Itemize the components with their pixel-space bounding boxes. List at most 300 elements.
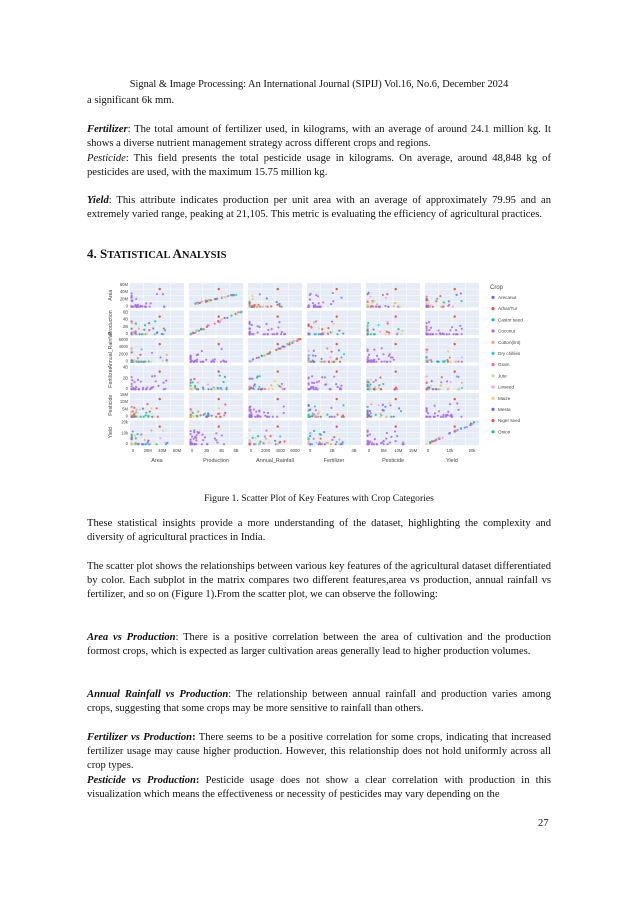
data-point xyxy=(145,411,147,413)
data-point xyxy=(257,435,259,437)
data-point xyxy=(207,324,209,326)
paragraph-insights: These statistical insights provide a more understanding of the dataset, highlighting the complexity and diversity of agricultural practices in India. xyxy=(87,518,551,544)
data-point xyxy=(286,344,288,346)
data-point xyxy=(159,356,161,358)
data-point xyxy=(263,411,265,413)
data-point xyxy=(370,359,372,361)
data-point xyxy=(325,383,327,385)
data-point xyxy=(220,387,222,389)
pesticide-production-paragraph xyxy=(87,774,551,802)
data-point xyxy=(197,432,199,434)
data-point xyxy=(326,414,328,416)
data-point xyxy=(166,359,168,361)
paragraph-continuation: a significant 6k mm. xyxy=(87,95,175,106)
data-point xyxy=(370,295,372,297)
data-point xyxy=(203,328,205,330)
y-tick-label: 2B xyxy=(122,323,128,329)
data-point xyxy=(309,409,311,411)
area-production-paragraph xyxy=(87,631,551,659)
data-point xyxy=(367,379,369,381)
data-point xyxy=(369,387,371,389)
data-point xyxy=(369,433,371,435)
legend-marker xyxy=(491,430,494,433)
data-point xyxy=(277,288,279,290)
data-point xyxy=(327,332,329,334)
data-point xyxy=(309,432,311,434)
data-point xyxy=(442,416,444,418)
data-point xyxy=(449,356,451,358)
data-point xyxy=(131,415,133,417)
data-point xyxy=(389,442,391,444)
data-point xyxy=(254,437,256,439)
data-point xyxy=(389,360,391,362)
data-point xyxy=(159,370,161,372)
data-point xyxy=(141,348,143,350)
data-point xyxy=(384,406,386,408)
data-point xyxy=(283,440,285,442)
data-point xyxy=(393,305,395,307)
data-point xyxy=(196,415,198,417)
pesticide-paragraph xyxy=(87,152,551,180)
data-point xyxy=(284,333,286,335)
data-point xyxy=(256,357,258,359)
data-point xyxy=(253,306,255,308)
data-point xyxy=(367,358,369,360)
data-point xyxy=(215,439,217,441)
data-point xyxy=(270,384,272,386)
data-point xyxy=(277,315,279,317)
data-point xyxy=(131,306,133,308)
data-point xyxy=(266,416,268,418)
legend-marker xyxy=(491,385,494,388)
data-point xyxy=(251,295,253,297)
data-point xyxy=(339,387,341,389)
data-point xyxy=(466,426,468,428)
data-point xyxy=(448,433,450,435)
y-tick-label: 2B xyxy=(122,375,128,381)
data-point xyxy=(140,433,142,435)
x-tick-label: 0 xyxy=(426,448,430,453)
data-point xyxy=(428,359,430,361)
legend-marker xyxy=(491,318,494,321)
data-point xyxy=(388,402,390,404)
data-point xyxy=(308,388,310,390)
data-point xyxy=(218,407,220,409)
y-tick-label: 6B xyxy=(122,309,128,315)
x-tick-label: 0 xyxy=(367,448,371,453)
data-point xyxy=(336,370,338,372)
data-point xyxy=(323,331,325,333)
data-point xyxy=(367,388,369,390)
data-point xyxy=(193,416,195,418)
fertilizer-text: : The total amount of fertilizer used, in kilograms, with an average of around 24.1 million kg. It shows a diverse nutrient management strategy across different crops and regions. xyxy=(87,124,551,150)
x-tick-label: 4000 xyxy=(275,448,285,453)
data-point xyxy=(265,429,267,431)
data-point xyxy=(223,414,225,416)
legend-marker xyxy=(491,363,494,366)
data-point xyxy=(455,329,457,331)
data-point xyxy=(318,380,320,382)
data-point xyxy=(471,423,473,425)
data-point xyxy=(249,322,251,324)
fertilizer-production-paragraph xyxy=(87,731,551,774)
data-point xyxy=(443,301,445,303)
data-point xyxy=(224,412,226,414)
data-point xyxy=(267,329,269,331)
data-point xyxy=(290,341,292,343)
data-point xyxy=(215,298,217,300)
x-tick-label: 4B xyxy=(218,448,224,453)
data-point xyxy=(385,438,387,440)
data-point xyxy=(190,355,192,357)
data-point xyxy=(143,361,145,363)
data-point xyxy=(145,306,147,308)
data-point xyxy=(131,322,133,324)
legend-marker xyxy=(491,352,494,355)
data-point xyxy=(146,333,148,335)
page-number: 27 xyxy=(538,818,549,829)
data-point xyxy=(367,292,369,294)
data-point xyxy=(394,302,396,304)
data-point xyxy=(260,306,262,308)
data-point xyxy=(443,361,445,363)
data-point xyxy=(426,375,428,377)
legend-marker xyxy=(491,408,494,411)
data-point xyxy=(321,332,323,334)
data-point xyxy=(256,377,258,379)
data-point xyxy=(279,305,281,307)
data-point xyxy=(281,331,283,333)
data-point xyxy=(135,411,137,413)
data-point xyxy=(395,425,397,427)
data-point xyxy=(276,301,278,303)
data-point xyxy=(324,376,326,378)
data-point xyxy=(382,353,384,355)
data-point xyxy=(272,388,274,390)
data-point xyxy=(454,315,456,317)
data-point xyxy=(140,361,142,363)
data-point xyxy=(249,406,251,408)
data-point xyxy=(335,443,337,445)
y-tick-label: 2000 xyxy=(118,351,128,357)
data-point xyxy=(436,361,438,363)
data-point xyxy=(460,300,462,302)
data-point xyxy=(163,328,165,330)
data-point xyxy=(249,360,251,362)
legend-marker xyxy=(491,419,494,422)
data-point xyxy=(464,427,466,429)
data-point xyxy=(249,331,251,333)
data-point xyxy=(308,357,310,359)
column-label: Yield xyxy=(446,458,458,464)
data-point xyxy=(400,410,402,412)
data-point xyxy=(269,435,271,437)
data-point xyxy=(308,437,310,439)
data-point xyxy=(336,315,338,317)
data-point xyxy=(440,381,442,383)
data-point xyxy=(292,340,294,342)
data-point xyxy=(382,404,384,406)
x-tick-label: 2B xyxy=(204,448,210,453)
data-point xyxy=(336,288,338,290)
data-point xyxy=(367,381,369,383)
data-point xyxy=(249,328,251,330)
data-point xyxy=(426,295,428,297)
data-point xyxy=(369,410,371,412)
data-point xyxy=(190,379,192,381)
data-point xyxy=(426,322,428,324)
data-point xyxy=(196,359,198,361)
data-point xyxy=(395,440,397,442)
y-tick-label: 40M xyxy=(119,289,128,295)
y-tick-label: 0 xyxy=(125,331,128,336)
data-point xyxy=(155,443,157,445)
data-point xyxy=(163,306,165,308)
data-point xyxy=(148,322,150,324)
data-point xyxy=(139,408,141,410)
data-point xyxy=(439,295,441,297)
data-point xyxy=(256,304,258,306)
data-point xyxy=(277,326,279,328)
data-point xyxy=(215,416,217,418)
data-point xyxy=(426,358,428,360)
data-point xyxy=(151,375,153,377)
data-point xyxy=(204,436,206,438)
data-point xyxy=(152,327,154,329)
data-point xyxy=(134,332,136,334)
data-point xyxy=(156,407,158,409)
data-point xyxy=(320,443,322,445)
data-point xyxy=(375,388,377,390)
data-point xyxy=(384,305,386,307)
fertilizer-production-term: Fertilizer vs Production xyxy=(87,732,193,743)
data-point xyxy=(383,409,385,411)
data-point xyxy=(190,385,192,387)
x-tick-label: 2B xyxy=(329,448,335,453)
data-point xyxy=(267,333,269,335)
data-point xyxy=(330,443,332,445)
data-point xyxy=(157,416,159,418)
area-production-text: : There is a positive correlation between the area of cultivation and the production formost crops, which is expected as larger cultivation areas generally lead to higher production volumes. xyxy=(87,632,551,658)
data-point xyxy=(151,416,153,418)
data-point xyxy=(262,333,264,335)
data-point xyxy=(428,386,430,388)
data-point xyxy=(454,398,456,400)
legend-marker xyxy=(491,307,494,310)
data-point xyxy=(446,359,448,361)
data-point xyxy=(275,349,277,351)
data-point xyxy=(367,306,369,308)
data-point xyxy=(258,356,260,358)
data-point xyxy=(386,416,388,418)
data-point xyxy=(190,442,192,444)
data-point xyxy=(141,333,143,335)
pesticide-production-colon: : xyxy=(195,775,200,786)
data-point xyxy=(440,384,442,386)
data-point xyxy=(205,359,207,361)
data-point xyxy=(138,327,140,329)
data-point xyxy=(476,421,478,423)
data-point xyxy=(431,440,433,442)
data-point xyxy=(372,306,374,308)
data-point xyxy=(210,299,212,301)
data-point xyxy=(279,435,281,437)
data-point xyxy=(131,350,133,352)
data-point xyxy=(324,361,326,363)
data-point xyxy=(460,416,462,418)
row-label: Annual_Rainfall xyxy=(108,332,114,369)
data-point xyxy=(342,332,344,334)
data-point xyxy=(426,298,428,300)
data-point xyxy=(333,375,335,377)
data-point xyxy=(131,296,133,298)
data-point xyxy=(332,292,334,294)
y-tick-label: 0 xyxy=(125,441,128,446)
data-point xyxy=(194,436,196,438)
data-point xyxy=(454,425,456,427)
data-point xyxy=(371,442,373,444)
row-label: Fertilizer xyxy=(108,367,114,388)
data-point xyxy=(133,407,135,409)
data-point xyxy=(321,328,323,330)
data-point xyxy=(283,412,285,414)
data-point xyxy=(367,435,369,437)
data-point xyxy=(217,387,219,389)
data-point xyxy=(281,346,283,348)
y-tick-label: 10k xyxy=(121,430,128,436)
data-point xyxy=(221,318,223,320)
data-point xyxy=(315,333,317,335)
data-point xyxy=(146,403,148,405)
data-point xyxy=(370,333,372,335)
data-point xyxy=(159,425,161,427)
data-point xyxy=(162,382,164,384)
data-point xyxy=(190,408,192,410)
data-point xyxy=(249,408,251,410)
data-point xyxy=(318,302,320,304)
y-tick-label: 20k xyxy=(121,419,128,425)
y-tick-label: 15M xyxy=(119,392,128,397)
data-point xyxy=(442,414,444,416)
data-point xyxy=(214,358,216,360)
data-point xyxy=(259,441,261,443)
data-point xyxy=(145,414,147,416)
data-point xyxy=(155,333,157,335)
data-point xyxy=(222,359,224,361)
column-label: Annual_Rainfall xyxy=(256,458,294,464)
data-point xyxy=(159,437,161,439)
data-point xyxy=(277,425,279,427)
data-point xyxy=(315,442,317,444)
data-point xyxy=(315,409,317,411)
row-label: Yield xyxy=(108,427,114,439)
data-point xyxy=(221,296,223,298)
data-point xyxy=(230,315,232,317)
data-point xyxy=(402,330,404,332)
data-point xyxy=(340,443,342,445)
data-point xyxy=(308,416,310,418)
y-tick-label: 4000 xyxy=(118,344,128,350)
data-point xyxy=(218,398,220,400)
data-point xyxy=(315,294,317,296)
data-point xyxy=(426,356,428,358)
data-point xyxy=(434,405,436,407)
data-point xyxy=(314,416,316,418)
data-point xyxy=(439,332,441,334)
data-point xyxy=(430,327,432,329)
data-point xyxy=(193,361,195,363)
data-point xyxy=(278,348,280,350)
data-point xyxy=(200,361,202,363)
data-point xyxy=(367,356,369,358)
data-point xyxy=(166,354,168,356)
section-number: 4. xyxy=(87,246,100,261)
data-point xyxy=(268,441,270,443)
data-point xyxy=(381,347,383,349)
data-point xyxy=(395,315,397,317)
data-point xyxy=(376,355,378,357)
area-production-term: Area vs Production xyxy=(87,632,176,643)
data-point xyxy=(316,381,318,383)
data-point xyxy=(315,388,317,390)
data-point xyxy=(432,306,434,308)
data-point xyxy=(252,437,254,439)
data-point xyxy=(202,388,204,390)
data-point xyxy=(249,416,251,418)
data-point xyxy=(461,387,463,389)
data-point xyxy=(371,388,373,390)
data-point xyxy=(314,405,316,407)
column-label: Area xyxy=(151,458,163,464)
data-point xyxy=(367,301,369,303)
y-tick-label: 10M xyxy=(119,399,128,405)
data-point xyxy=(318,443,320,445)
data-point xyxy=(426,306,428,308)
data-point xyxy=(259,375,261,377)
data-point xyxy=(201,350,203,352)
data-point xyxy=(274,380,276,382)
data-point xyxy=(200,328,202,330)
data-point xyxy=(276,416,278,418)
data-point xyxy=(426,351,428,353)
legend-entry: Mesta xyxy=(498,407,511,412)
data-point xyxy=(211,361,213,363)
data-point xyxy=(333,323,335,325)
data-point xyxy=(308,441,310,443)
data-point xyxy=(131,434,133,436)
data-point xyxy=(280,386,282,388)
data-point xyxy=(219,416,221,418)
data-point xyxy=(159,288,161,290)
data-point xyxy=(437,415,439,417)
data-point xyxy=(432,388,434,390)
data-point xyxy=(379,413,381,415)
data-point xyxy=(456,294,458,296)
row-label: Production xyxy=(108,310,114,336)
data-point xyxy=(451,326,453,328)
data-point xyxy=(440,416,442,418)
data-point xyxy=(337,386,339,388)
data-point xyxy=(461,333,463,335)
data-point xyxy=(320,358,322,360)
data-point xyxy=(138,388,140,390)
data-point xyxy=(308,305,310,307)
data-point xyxy=(367,333,369,335)
data-point xyxy=(457,409,459,411)
data-point xyxy=(150,302,152,304)
yield-paragraph xyxy=(87,194,551,222)
data-point xyxy=(395,370,397,372)
